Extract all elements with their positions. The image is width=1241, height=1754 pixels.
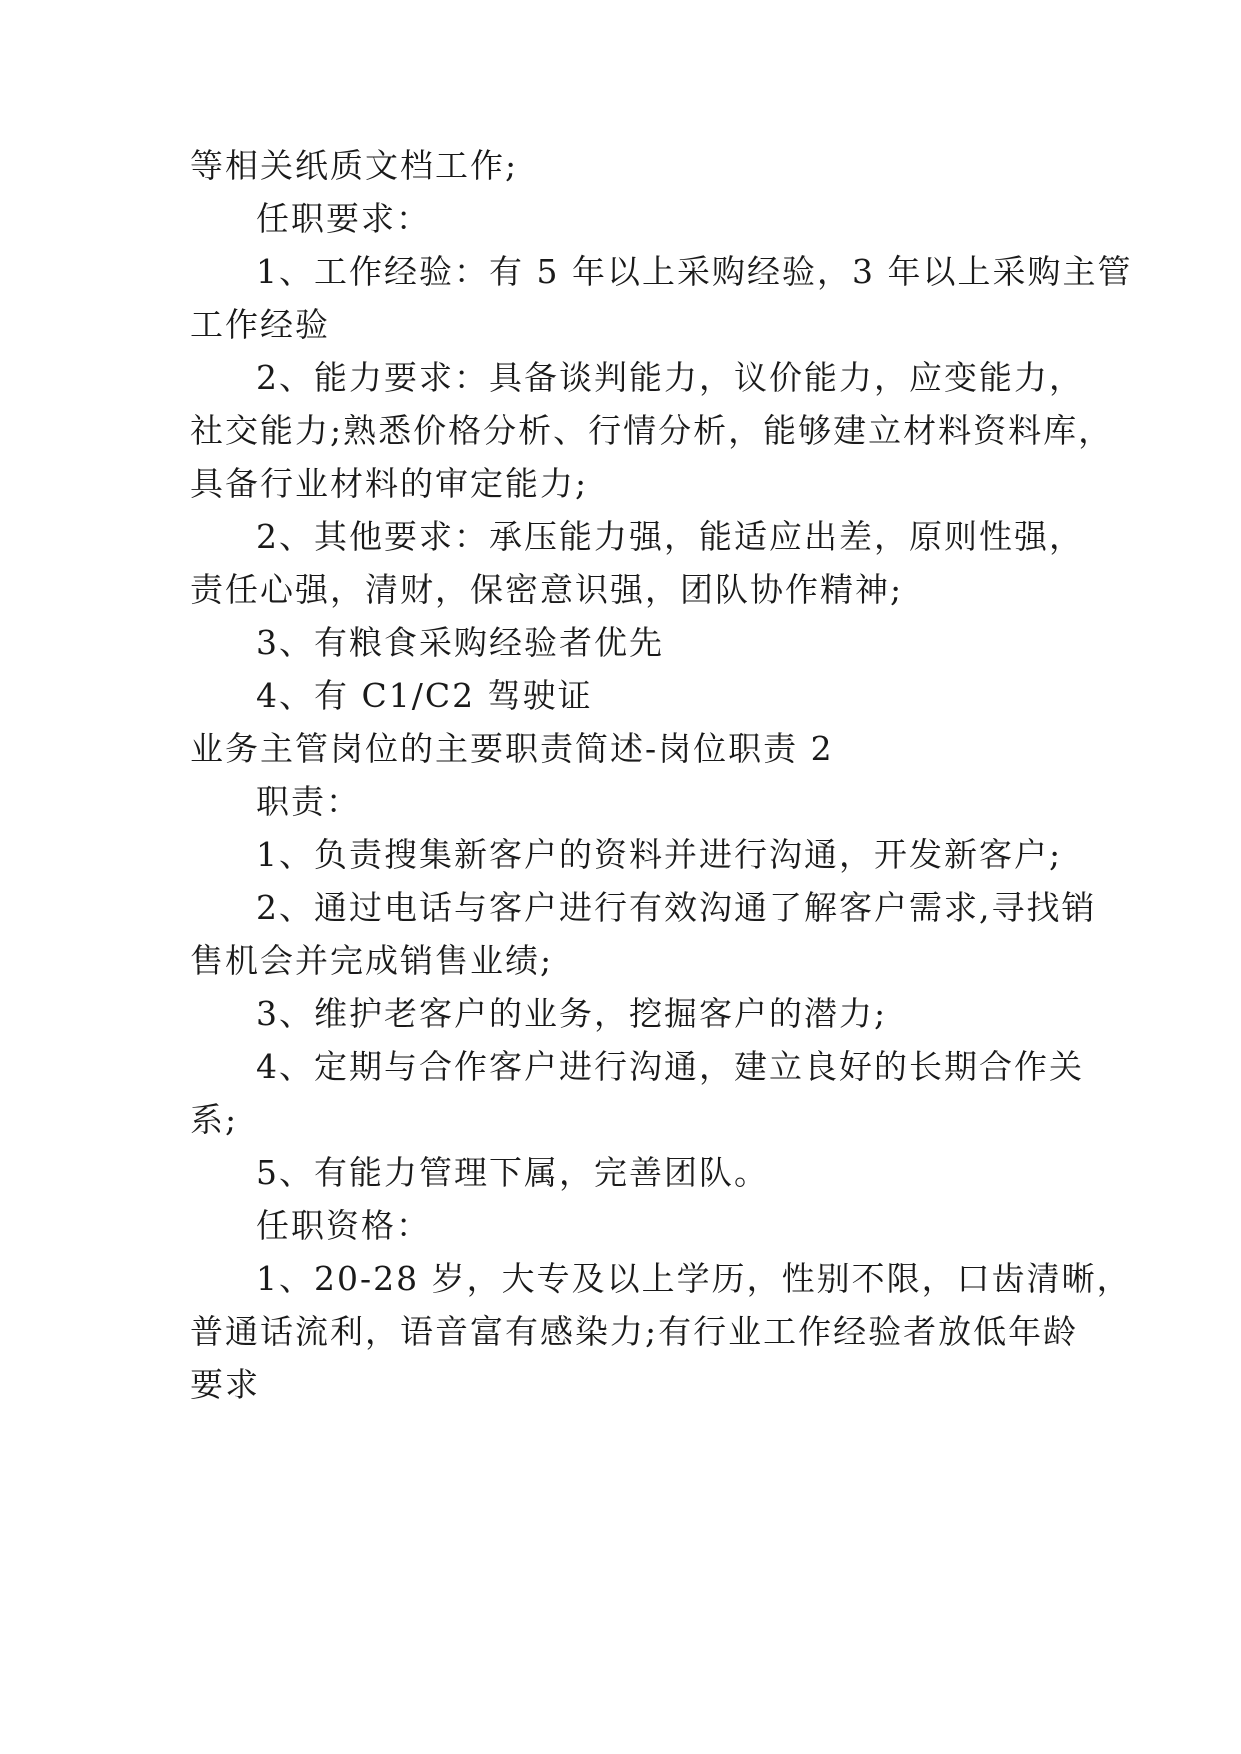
section-title: 业务主管岗位的主要职责简述-岗位职责 2 [190, 729, 834, 768]
section-heading: 职责： [256, 782, 361, 821]
text-line: 责任心强，清财，保密意识强，团队协作精神; [190, 570, 904, 609]
text-line: 要求 [190, 1365, 260, 1404]
text-line: 系; [190, 1100, 239, 1139]
text-line: 具备行业材料的审定能力; [190, 464, 589, 503]
text-line: 1、20-28 岁，大专及以上学历，性别不限，口齿清晰， [256, 1259, 1132, 1298]
text-line: 4、定期与合作客户进行沟通，建立良好的长期合作关 [256, 1047, 1084, 1086]
text-line: 3、有粮食采购经验者优先 [256, 623, 664, 662]
text-line: 售机会并完成销售业绩; [190, 941, 554, 980]
text-line: 2、通过电话与客户进行有效沟通了解客户需求,寻找销 [256, 888, 1097, 927]
text-line: 4、有 C1/C2 驾驶证 [256, 676, 593, 715]
text-line: 2、能力要求：具备谈判能力，议价能力，应变能力， [256, 358, 1084, 397]
text-line: 3、维护老客户的业务，挖掘客户的潜力; [256, 994, 888, 1033]
section-heading: 任职资格： [256, 1206, 431, 1245]
text-line: 工作经验 [190, 305, 330, 344]
text-line: 1、工作经验：有 5 年以上采购经验，3 年以上采购主管 [256, 252, 1133, 291]
text-line: 等相关纸质文档工作; [190, 146, 519, 185]
text-line: 2、其他要求：承压能力强，能适应出差，原则性强， [256, 517, 1084, 556]
text-line: 5、有能力管理下属，完善团队。 [256, 1153, 769, 1192]
section-heading: 任职要求： [256, 199, 431, 238]
text-line: 普通话流利，语音富有感染力;有行业工作经验者放低年龄 [190, 1312, 1079, 1351]
text-line: 1、负责搜集新客户的资料并进行沟通，开发新客户; [256, 835, 1063, 874]
text-line: 社交能力;熟悉价格分析、行情分析，能够建立材料资料库， [190, 411, 1114, 450]
